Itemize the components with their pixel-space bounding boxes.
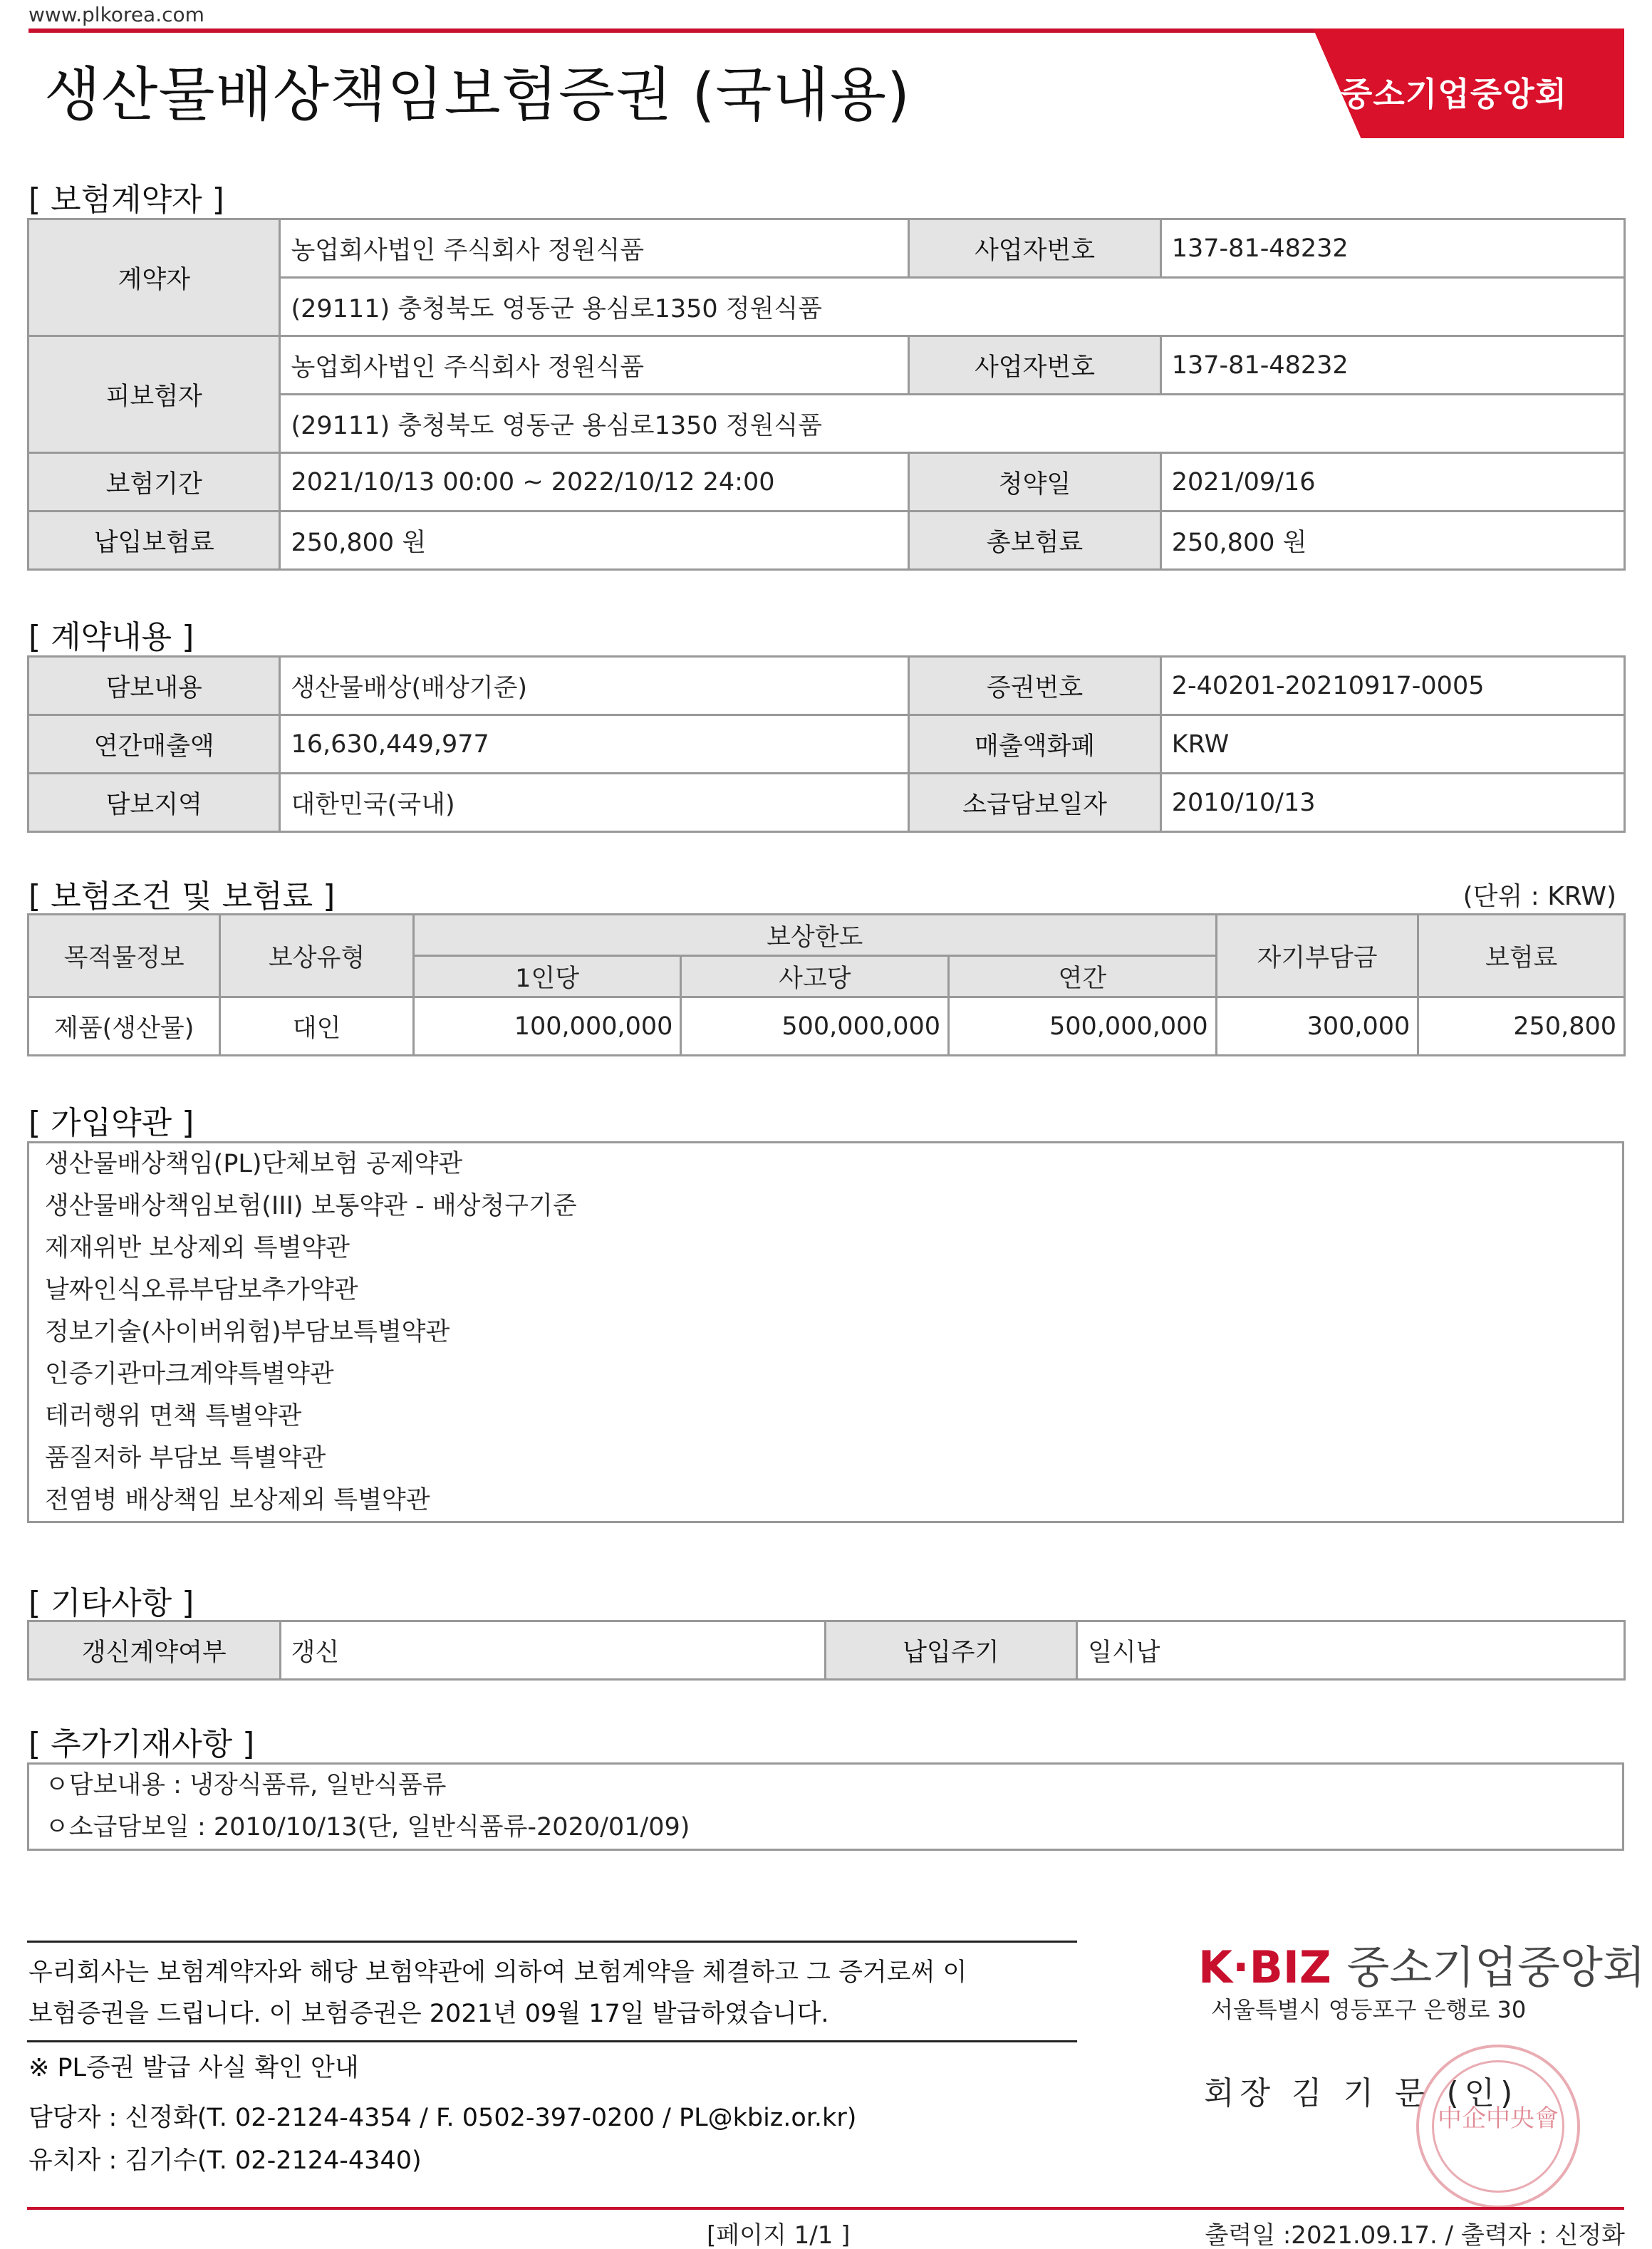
row-object: 제품(생산물) [28, 997, 220, 1056]
renewal-label: 갱신계약여부 [28, 1621, 281, 1680]
row-per-accident: 500,000,000 [681, 997, 949, 1056]
footer-rule-top [27, 1941, 1077, 1943]
terms-item: 품질저하 부담보 특별약관 [45, 1444, 326, 1473]
terms-item: 테러행위 면책 특별약관 [45, 1402, 302, 1430]
site-url: www.plkorea.com [28, 3, 204, 26]
contact-manager: 담당자 : 신정화(T. 02-2124-4354 / F. 0502-397-0200 / PL@kbiz.or.kr) [28, 2104, 857, 2132]
row-premium: 250,800 [1418, 997, 1625, 1056]
header-annual: 연간 [949, 956, 1217, 997]
official-seal-text: 中企中央會 [1438, 2104, 1559, 2133]
section-title-additional: [ 추가기재사항 ] [28, 1726, 255, 1762]
additional-item: ㅇ소급담보일 : 2010/10/13(단, 일반식품류-2020/01/09) [45, 1813, 690, 1842]
application-date-label: 청약일 [909, 453, 1160, 511]
issue-statement-line-2: 보험증권을 드립니다. 이 보험증권은 2021년 09월 17일 발급하였습니다. [28, 2000, 829, 2028]
certificate-no: 2-40201-20210917-0005 [1160, 657, 1624, 715]
section-title-contract: [ 계약내용 ] [28, 619, 194, 655]
insured-label: 피보험자 [28, 336, 280, 453]
header-per-person: 1인당 [413, 956, 681, 997]
terms-item: 생산물배상책임(PL)단체보험 공제약관 [45, 1150, 463, 1178]
header-premium: 보험료 [1418, 915, 1625, 997]
retro-date-label: 소급담보일자 [909, 774, 1160, 832]
currency-label: 매출액화폐 [909, 715, 1160, 774]
insured-bizno-label: 사업자번호 [909, 336, 1160, 395]
payment-cycle-label: 납입주기 [825, 1621, 1077, 1680]
title-banner [28, 28, 1624, 134]
unit-note: (단위 : KRW) [1463, 882, 1616, 911]
contractor-bizno: 137-81-48232 [1160, 219, 1624, 278]
terms-item: 정보기술(사이버위험)부담보특별약관 [45, 1318, 450, 1346]
contractor-name: 농업회사법인 주식회사 정원식품 [280, 219, 909, 278]
header-limit: 보상한도 [413, 915, 1216, 956]
kbiz-footer-logo [1198, 1932, 1646, 1995]
other-table [27, 1620, 1626, 1681]
region: 대한민국(국내) [280, 774, 909, 832]
header-deductible: 자기부담금 [1216, 915, 1418, 997]
insurance-period: 2021/10/13 00:00 ~ 2022/10/12 24:00 [280, 453, 909, 511]
period-label: 보험기간 [28, 453, 280, 511]
issue-statement-line-1: 우리회사는 보험계약자와 해당 보험약관에 의하여 보험계약을 체결하고 그 증거로써 이 [28, 1958, 967, 1987]
section-title-other: [ 기타사항 ] [28, 1585, 194, 1621]
annual-sales-label: 연간매출액 [28, 715, 280, 774]
terms-item: 전염병 배상책임 보상제외 특별약관 [45, 1486, 430, 1515]
kbiz-footer-logo-mark: K·BIZ [1198, 1941, 1331, 1993]
insured-name: 농업회사법인 주식회사 정원식품 [280, 336, 909, 395]
insured-bizno: 137-81-48232 [1160, 336, 1624, 395]
section-title-contractor: [ 보험계약자 ] [28, 182, 224, 218]
kbiz-footer-logo-name: 중소기업중앙회 [1346, 1941, 1646, 1993]
region-label: 담보지역 [28, 774, 280, 832]
currency: KRW [1160, 715, 1624, 774]
org-address: 서울특별시 영등포구 은행로 30 [1211, 1996, 1527, 2023]
row-type: 대인 [220, 997, 413, 1056]
contract-table [27, 655, 1626, 833]
notice: ※ PL증권 발급 사실 확인 안내 [28, 2054, 359, 2082]
total-premium-label: 총보험료 [909, 511, 1160, 570]
header-type: 보상유형 [220, 915, 413, 997]
additional-item: ㅇ담보내용 : 냉장식품류, 일반식품류 [45, 1771, 447, 1799]
insured-address: (29111) 충청북도 영동군 용심로1350 정원식품 [280, 395, 1625, 453]
conditions-table [27, 913, 1626, 1056]
coverage: 생산물배상(배상기준) [280, 657, 909, 715]
footer-rule-bottom [27, 2040, 1077, 2042]
row-per-person: 100,000,000 [413, 997, 681, 1056]
contractor-bizno-label: 사업자번호 [909, 219, 1160, 278]
paid-premium: 250,800 원 [280, 511, 909, 570]
paid-premium-label: 납입보험료 [28, 511, 280, 570]
payment-cycle: 일시납 [1077, 1621, 1625, 1680]
contractor-table [27, 218, 1626, 571]
coverage-label: 담보내용 [28, 657, 280, 715]
issue-statement [28, 1952, 967, 2035]
page-number: [페이지 1/1 ] [707, 2221, 851, 2249]
contractor-address: (29111) 충청북도 영동군 용심로1350 정원식품 [280, 278, 1625, 336]
section-title-terms: [ 가입약관 ] [28, 1105, 194, 1141]
contractor-label: 계약자 [28, 219, 280, 336]
section-title-conditions: [ 보험조건 및 보험료 ] [28, 878, 336, 915]
additional-box [27, 1762, 1624, 1851]
document-title: 생산물배상책임보험증권 (국내용) [44, 61, 911, 129]
contact-solicitor: 유치자 : 김기수(T. 02-2124-4340) [28, 2146, 422, 2175]
terms-item: 제재위반 보상제외 특별약관 [45, 1234, 350, 1262]
certificate-no-label: 증권번호 [909, 657, 1160, 715]
terms-box [27, 1141, 1624, 1523]
header-object: 목적물정보 [28, 915, 220, 997]
official-seal [1416, 2045, 1580, 2208]
terms-item: 날짜인식오류부담보추가약관 [45, 1276, 358, 1304]
terms-item: 인증기관마크계약특별약관 [45, 1360, 334, 1388]
header-per-accident: 사고당 [681, 956, 949, 997]
row-annual: 500,000,000 [949, 997, 1217, 1056]
kbiz-logo: K·BIZ 중소기업중앙회 [1226, 75, 1567, 113]
president-signature: 회장 김 기 문 (인) [1204, 2075, 1519, 2112]
terms-item: 생산물배상책임보험(III) 보통약관 - 배상청구기준 [45, 1192, 577, 1220]
retro-date: 2010/10/13 [1160, 774, 1624, 832]
application-date: 2021/09/16 [1160, 453, 1624, 511]
row-deductible: 300,000 [1216, 997, 1418, 1056]
total-premium: 250,800 원 [1160, 511, 1624, 570]
annual-sales: 16,630,449,977 [280, 715, 909, 774]
renewal: 갱신 [280, 1621, 825, 1680]
bottom-rule [27, 2207, 1624, 2210]
print-info: 출력일 :2021.09.17. / 출력자 : 신정화 [1205, 2221, 1625, 2249]
